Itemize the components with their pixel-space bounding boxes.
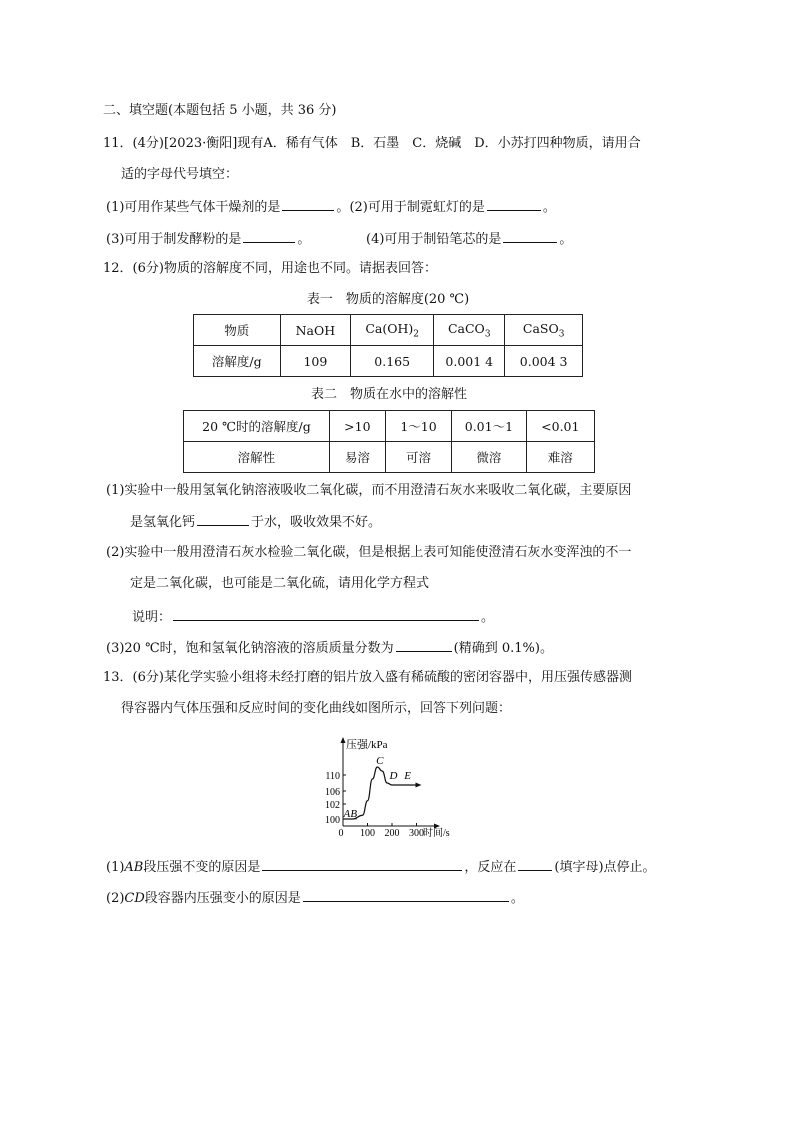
point-labels <box>342 755 411 820</box>
q11-part2-text: (2)可用于制霓虹灯的是 <box>349 200 485 215</box>
q13-part1-ab: AB <box>124 860 144 875</box>
y-axis-arrow <box>341 737 346 743</box>
table-row <box>184 442 595 473</box>
solubility-table <box>193 314 583 377</box>
table-cell: 20 ℃时的溶解度/g <box>184 411 330 442</box>
y-tick-label: 102 <box>325 800 340 811</box>
q11-line2: 适的字母代号填空： <box>121 167 239 182</box>
x-tick-label: 300 <box>409 828 424 839</box>
q13-part2 <box>106 887 524 909</box>
section-title: 二、填空题(本题包括 5 小题，共 36 分) <box>103 103 337 118</box>
answer-blank[interactable] <box>243 228 295 243</box>
q13-part1-end: (填字母)点停止。 <box>554 860 656 875</box>
point-label: C <box>376 755 384 767</box>
x-tick-label: 100 <box>360 828 375 839</box>
q12-part2-line3 <box>132 606 494 628</box>
table-cell: 溶解性 <box>184 442 330 473</box>
pressure-time-chart <box>300 728 480 844</box>
y-axis-label: 压强/kPa <box>346 739 388 751</box>
q11-part3-text: (3)可用于制发酵粉的是 <box>106 232 242 247</box>
table-row <box>194 346 583 377</box>
q12-part1-end: 于水，吸收效果不好。 <box>251 515 382 530</box>
table-cell: 109 <box>280 346 351 377</box>
q12-part1-line2 <box>130 511 381 533</box>
table-cell: 物质 <box>194 315 281 346</box>
answer-blank[interactable] <box>262 856 462 871</box>
y-tick-label: 110 <box>325 771 340 782</box>
q12-part2-line2: 定是二氧化碳，也可能是二氧化硫，请用化学方程式 <box>130 576 430 591</box>
q13-part2-num: (2) <box>106 891 125 906</box>
q12-part2-end: 。 <box>481 610 495 625</box>
q12-intro: 12．(6分)物质的溶解度不同，用途也不同。请据表回答： <box>103 261 437 276</box>
table-cell: 0.001 4 <box>434 346 505 377</box>
table-cell: <0.01 <box>526 411 594 442</box>
q13-line1: 13．(6分)某化学实验小组将未经打磨的铝片放入盛有稀硫酸的密闭容器中，用压强传感器测 <box>103 670 632 685</box>
solubility-class-table <box>183 410 595 473</box>
answer-blank[interactable] <box>396 637 452 652</box>
curve-arrow <box>416 783 422 788</box>
table-cell: 1～10 <box>385 411 451 442</box>
point-label: D <box>389 770 398 782</box>
q12-part2-text: 说明： <box>132 610 172 625</box>
table-cell: 难溶 <box>526 442 594 473</box>
x-tick-label: 200 <box>384 828 400 839</box>
table1-caption: 表一 物质的溶解度(20 ℃) <box>306 292 470 307</box>
table-cell: 微溶 <box>452 442 526 473</box>
table-row <box>194 315 583 346</box>
table-cell: 0.165 <box>351 346 434 377</box>
q12-part3 <box>106 637 553 659</box>
table-row <box>184 411 595 442</box>
q11-part1 <box>106 196 556 218</box>
table-cell: 0.004 3 <box>505 346 583 377</box>
answer-blank[interactable] <box>487 196 541 211</box>
table-cell: 溶解度/g <box>194 346 281 377</box>
q13-part1-text: 段压强不变的原因是 <box>143 860 261 875</box>
q13-part1-num: (1) <box>106 860 125 875</box>
q12-part3-end: (精确到 0.1%)。 <box>453 641 553 656</box>
answer-blank[interactable] <box>173 606 479 621</box>
q11-part3-end: 。 <box>297 232 311 247</box>
answer-blank[interactable] <box>518 856 552 871</box>
point-label: A <box>343 808 351 820</box>
q12-part1-line1: (1)实验中一般用氢氧化钠溶液吸收二氧化碳，而不用澄清石灰水来吸收二氧化碳，主要原因 <box>106 483 632 498</box>
q12-part3-text: (3)20 ℃时，饱和氢氧化钠溶液的溶质质量分数为 <box>106 641 394 656</box>
curve-arrow-head <box>416 783 422 788</box>
x-ticks <box>339 823 425 839</box>
q13-line2: 得容器内气体压强和反应时间的变化曲线如图所示，回答下列问题： <box>121 701 512 716</box>
x-tick-label: 0 <box>338 828 344 839</box>
table-cell: NaOH <box>280 315 351 346</box>
answer-blank[interactable] <box>303 887 509 902</box>
table-cell: >10 <box>329 411 385 442</box>
q12-part1-text: 是氢氧化钙 <box>130 515 196 530</box>
q11-part2-end: 。 <box>542 200 556 215</box>
q12-part2-line1: (2)实验中一般用澄清石灰水检验二氧化碳，但是根据上表可知能使澄清石灰水变浑浊的不一 <box>106 545 632 560</box>
q13-part2-end: 。 <box>510 891 524 906</box>
q13-part1-mid: ，反应在 <box>464 860 517 875</box>
q13-part1 <box>106 856 656 878</box>
y-tick-label: 100 <box>325 815 340 826</box>
point-label: B <box>350 808 358 820</box>
q11-part4 <box>366 228 572 250</box>
q11-line1: 11．(4分)[2023·衡阳]现有A．稀有气体 B．石墨 C．烧碱 D．小苏打四种物质，请用合 <box>103 136 641 151</box>
x-axis-label: 时间/s <box>423 828 450 839</box>
q11-part4-end: 。 <box>559 232 573 247</box>
q13-part2-cd: CD <box>124 891 145 906</box>
table-cell: $Ca(OH)_2$ <box>351 315 434 346</box>
q11-part1-text: (1)可用作某些气体干燥剂的是 <box>106 200 281 215</box>
answer-blank[interactable] <box>282 196 334 211</box>
table2-caption: 表二 物质在水中的溶解性 <box>310 387 467 402</box>
table-cell: 可溶 <box>385 442 451 473</box>
table-cell: CaSO$_3$ <box>505 315 583 346</box>
point-label: E <box>404 770 411 782</box>
q13-part2-text: 段容器内压强变小的原因是 <box>144 891 301 906</box>
answer-blank[interactable] <box>197 511 249 526</box>
answer-blank[interactable] <box>503 228 557 243</box>
table-cell: CaCO$_3$ <box>434 315 505 346</box>
table-cell: 易溶 <box>329 442 385 473</box>
y-tick-label: 106 <box>325 787 340 798</box>
table-cell: 0.01～1 <box>452 411 526 442</box>
q11-part1-end: 。 <box>336 200 350 215</box>
q11-part4-text: (4)可用于制铅笔芯的是 <box>366 232 502 247</box>
q11-part3 <box>106 228 310 250</box>
